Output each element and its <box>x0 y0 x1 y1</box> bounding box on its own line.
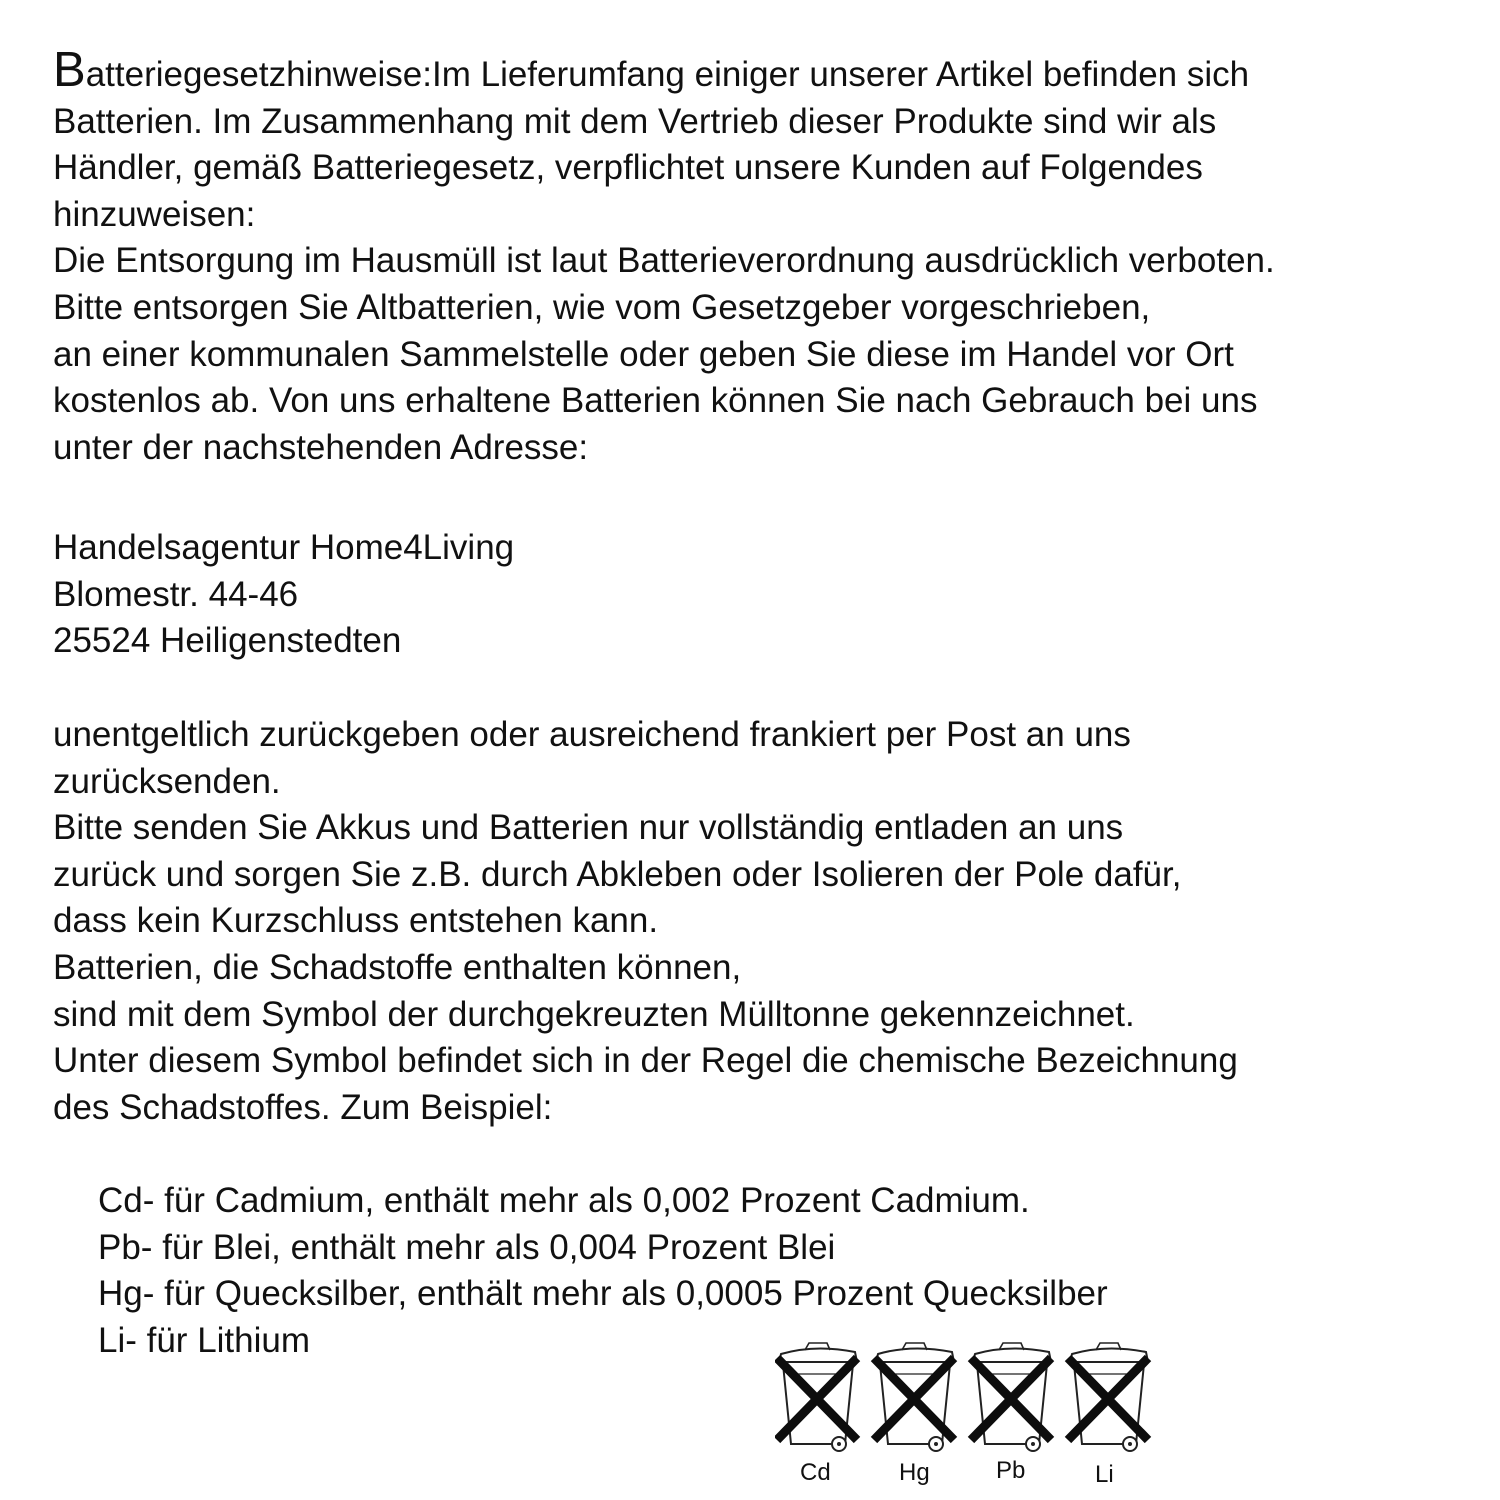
return-address <box>53 525 514 665</box>
body-line: Unter diesem Symbol befindet sich in der Regel die chemische Bezeichnung <box>53 1041 1238 1081</box>
bin-label-pb: Pb <box>996 1457 1026 1484</box>
address-street: Blomestr. 44-46 <box>53 574 299 614</box>
bin-hg <box>874 1343 954 1486</box>
body-line: unentgeltlich zurückgeben oder ausreichend frankiert per Post an uns <box>53 715 1131 754</box>
pollutant-examples <box>98 1178 1108 1364</box>
bin-label-cd: Cd <box>800 1459 831 1486</box>
body-line: dass kein Kurzschluss entstehen kann. <box>53 901 659 941</box>
example-mercury: Hg- für Quecksilber, enthält mehr als 0,0005 Prozent Quecksilber <box>98 1274 1108 1314</box>
intro-line: an einer kommunalen Sammelstelle oder geben Sie diese im Handel vor Ort <box>53 334 1234 374</box>
intro-paragraph <box>53 43 1275 471</box>
crossed-out-wheelie-bin-icon <box>874 1343 954 1451</box>
drop-cap: B <box>53 43 86 97</box>
intro-line: Batterien. Im Zusammenhang mit dem Vertrieb dieser Produkte sind wir als <box>53 101 1217 141</box>
crossed-out-wheelie-bin-icon <box>777 1343 857 1451</box>
crossed-out-wheelie-bin-icon <box>1068 1343 1148 1451</box>
intro-line: unter der nachstehenden Adresse: <box>53 427 589 467</box>
intro-line: hinzuweisen: <box>53 194 256 234</box>
example-cadmium: Cd- für Cadmium, enthält mehr als 0,002 Prozent Cadmium. <box>98 1181 1030 1220</box>
intro-line: Bitte entsorgen Sie Altbatterien, wie vom Gesetzgeber vorgeschrieben, <box>53 287 1151 327</box>
address-company: Handelsagentur Home4Living <box>53 528 515 567</box>
body-line: Bitte senden Sie Akkus und Batterien nur vollständig entladen an uns <box>53 808 1124 848</box>
address-city: 25524 Heiligenstedten <box>53 621 402 661</box>
body-line: zurücksenden. <box>53 761 281 801</box>
bin-pb <box>971 1343 1051 1484</box>
return-instructions <box>53 712 1238 1131</box>
body-line: zurück und sorgen Sie z.B. durch Abkleben oder Isolieren der Pole dafür, <box>53 854 1182 894</box>
intro-line: kostenlos ab. Von uns erhaltene Batterien können Sie nach Gebrauch bei uns <box>53 381 1258 421</box>
intro-line: Die Entsorgung im Hausmüll ist laut Batterieverordnung ausdrücklich verboten. <box>53 241 1275 281</box>
example-lithium: Li- für Lithium <box>98 1320 311 1360</box>
body-line: des Schadstoffes. Zum Beispiel: <box>53 1087 553 1127</box>
crossed-out-wheelie-bin-icon <box>971 1343 1051 1451</box>
bin-cd <box>777 1343 857 1486</box>
example-lead: Pb- für Blei, enthält mehr als 0,004 Prozent Blei <box>98 1227 836 1267</box>
crossed-bin-symbols <box>775 1340 1165 1490</box>
bin-label-li: Li <box>1095 1461 1114 1488</box>
intro-line: Batteriegesetzhinweise:Im Lieferumfang einiger unserer Artikel befinden sich <box>53 43 1250 97</box>
body-line: Batterien, die Schadstoffe enthalten können, <box>53 947 742 987</box>
body-line: sind mit dem Symbol der durchgekreuzten Mülltonne gekennzeichnet. <box>53 994 1135 1034</box>
bin-label-hg: Hg <box>899 1459 930 1486</box>
intro-line: Händler, gemäß Batteriegesetz, verpflichtet unsere Kunden auf Folgendes <box>53 148 1203 188</box>
bin-li <box>1068 1343 1148 1488</box>
